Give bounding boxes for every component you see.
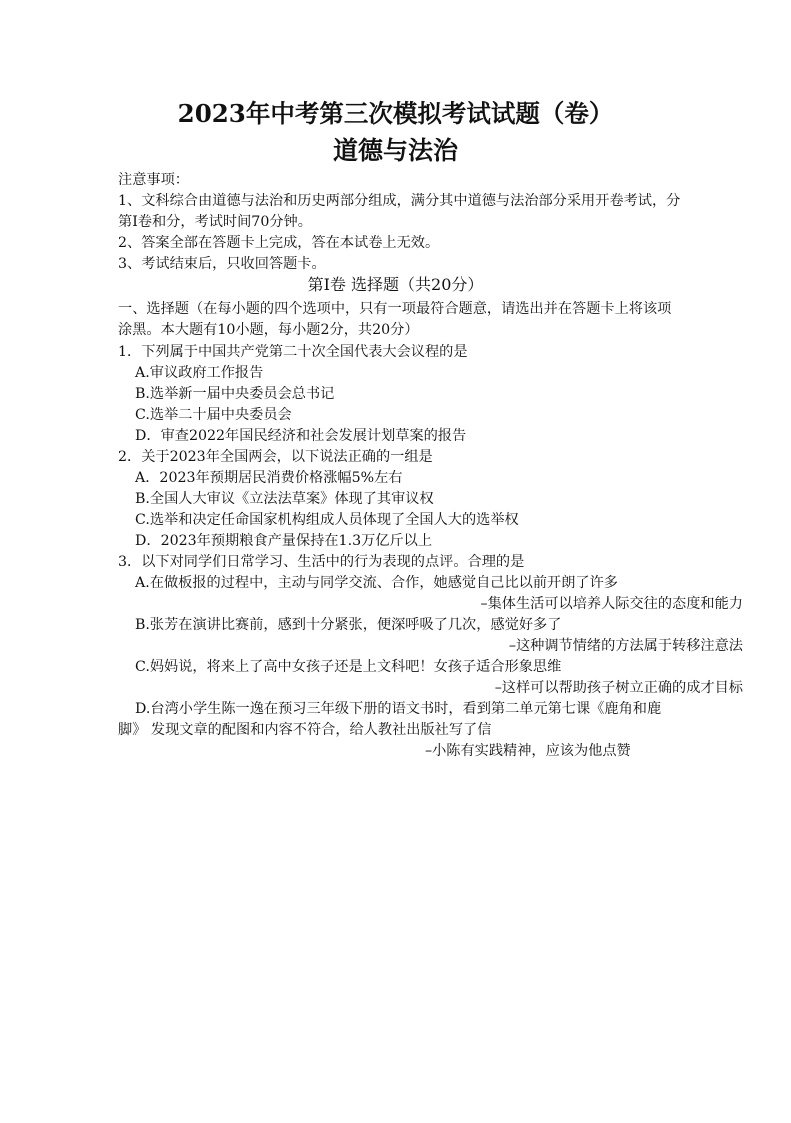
question-3-option-c: C.妈妈说，将来上了高中女孩子还是上文科吧！女孩子适合形象思维 [135, 659, 562, 675]
question-3-option-b-comment: –这种调节情绪的方法属于转移注意法 [508, 638, 743, 654]
question-1-stem: 1．下列属于中国共产党第二十次全国代表大会议程的是 [118, 344, 468, 360]
question-3-option-d: D.台湾小学生陈一逸在预习三年级下册的语文书时，看到第二单元第七课《鹿角和鹿 [135, 701, 662, 717]
question-3-option-d-continued: 脚》 发现文章的配图和内容不符合，给人教社出版社写了信 [118, 722, 492, 738]
question-2-option-b: B.全国人大审议《立法法草案》体现了其审议权 [135, 491, 434, 507]
section-title: 第Ⅰ卷 选择题（共20分） [307, 275, 484, 294]
question-1-option-c: C.选举二十届中央委员会 [135, 407, 292, 423]
note-line-2: 2、答案全部在答题卡上完成，答在本试卷上无效。 [118, 235, 440, 251]
question-3-option-c-comment: –这样可以帮助孩子树立正确的成才目标 [494, 680, 743, 696]
question-2-stem: 2．关于2023年全国两会，以下说法正确的一组是 [118, 449, 433, 465]
section-instructions-b: 涂黑。本大题有10小题，每小题2分，共20分） [118, 322, 419, 338]
question-3-option-d-comment: –小陈有实践精神，应该为他点赞 [425, 743, 631, 759]
note-line-1a: 1、文科综合由道德与法治和历史两部分组成，满分其中道德与法治部分采用开卷考试，分 [118, 193, 681, 209]
question-1-option-b: B.选举新一届中央委员会总书记 [135, 386, 335, 402]
note-line-1b: 第Ⅰ卷和分，考试时间70分钟。 [118, 214, 312, 230]
question-2-option-d: D．2023年预期粮食产量保持在1.3万亿斤以上 [135, 533, 433, 549]
question-3-option-a: A.在做板报的过程中，主动与同学交流、合作，她感觉自己比以前开朗了许多 [135, 575, 618, 591]
question-3-option-b: B.张芳在演讲比赛前，感到十分紧张，便深呼吸了几次，感觉好多了 [135, 617, 562, 633]
question-2-option-c: C.选举和决定任命国家机构组成人员体现了全国人大的选举权 [135, 512, 519, 528]
question-1-option-a: A.审议政府工作报告 [135, 365, 264, 381]
section-instructions-a: 一、选择题（在每小题的四个选项中，只有一项最符合题意，请选出并在答题卡上将该项 [118, 301, 672, 317]
subject-title: 道德与法治 [332, 136, 458, 165]
exam-title: 2023年中考第三次模拟考试试题（卷） [177, 99, 614, 128]
question-2-option-a: A．2023年预期居民消费价格涨幅5%左右 [135, 470, 403, 486]
question-3-stem: 3．以下对同学们日常学习、生活中的行为表现的点评。合理的是 [118, 554, 525, 570]
question-1-option-d: D．审查2022年国民经济和社会发展计划草案的报告 [135, 428, 467, 444]
notes-heading: 注意事项： [118, 172, 189, 188]
note-line-3: 3、考试结束后，只收回答题卡。 [118, 256, 326, 272]
question-3-option-a-comment: –集体生活可以培养人际交往的态度和能力 [480, 596, 743, 612]
